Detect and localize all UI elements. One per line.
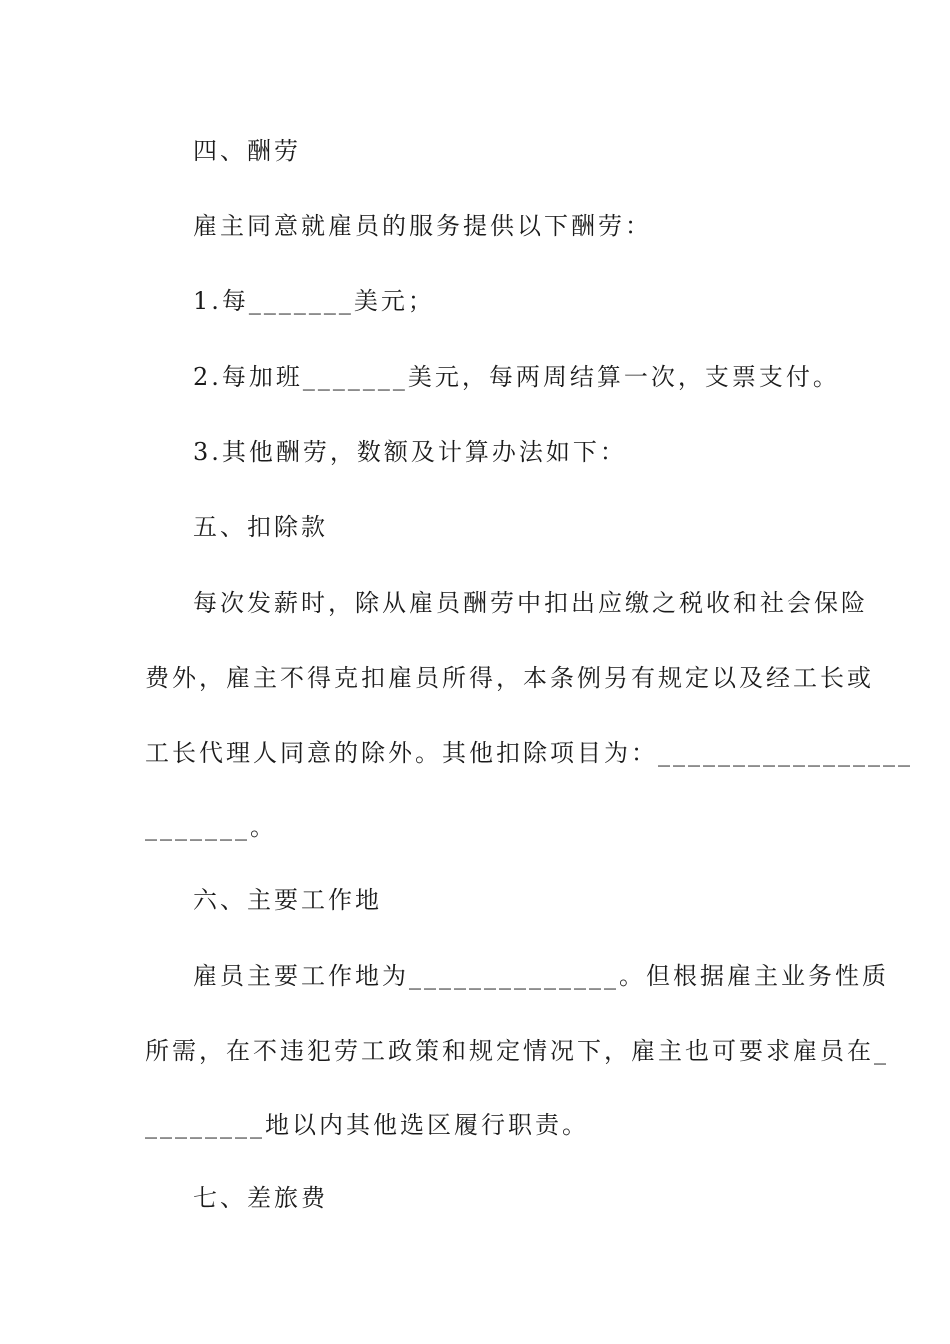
section-6-paragraph-line-2: 所需，在不违犯劳工政策和规定情况下，雇主也可要求雇员在_ — [145, 1037, 889, 1065]
section-7-heading: 七、差旅费 — [193, 1184, 328, 1212]
section-4-item-3: 3.其他酬劳，数额及计算办法如下： — [193, 438, 627, 466]
section-6-heading: 六、主要工作地 — [193, 886, 382, 914]
section-4-item-2: 2.每加班_______美元，每两周结算一次，支票支付。 — [193, 363, 840, 391]
section-5-paragraph-line-2: 费外，雇主不得克扣雇员所得，本条例另有规定以及经工长或 — [145, 664, 874, 692]
section-5-paragraph-line-4: _______。 — [145, 813, 277, 841]
section-4-heading: 四、酬劳 — [193, 137, 301, 165]
section-5-paragraph-line-1: 每次发薪时，除从雇员酬劳中扣出应缴之税收和社会保险 — [193, 589, 868, 617]
section-6-paragraph-line-3: ________地以内其他选区履行职责。 — [145, 1111, 589, 1139]
section-4-intro: 雇主同意就雇员的服务提供以下酬劳： — [193, 212, 652, 240]
section-5-heading: 五、扣除款 — [193, 513, 328, 541]
section-5-paragraph-line-3: 工长代理人同意的除外。其他扣除项目为：_________________ — [145, 739, 913, 767]
section-6-paragraph-line-1: 雇员主要工作地为______________。但根据雇主业务性质 — [193, 962, 889, 990]
section-4-item-1: 1.每_______美元； — [193, 287, 435, 315]
